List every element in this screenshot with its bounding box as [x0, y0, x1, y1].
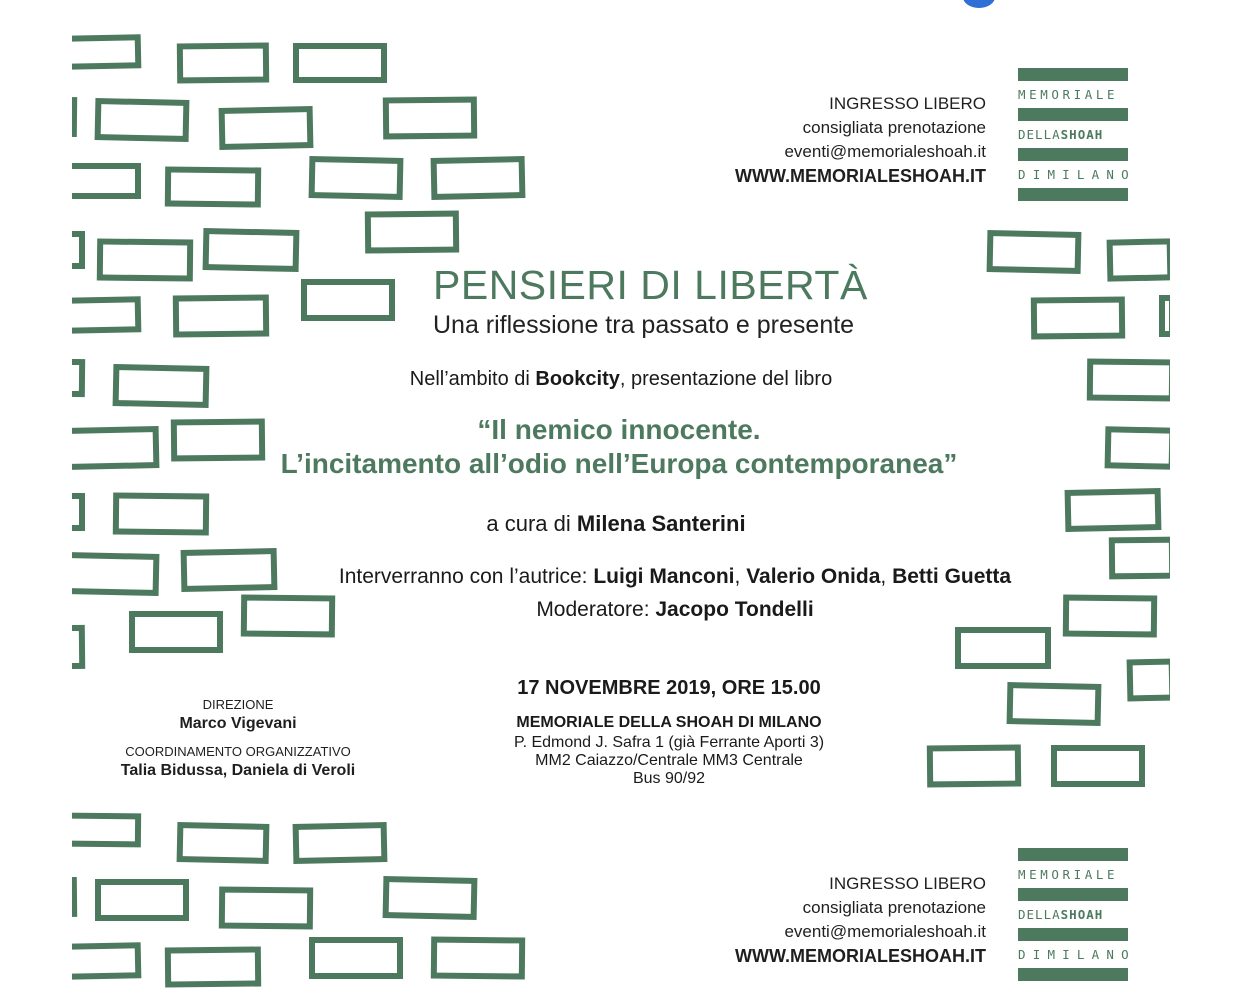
free-entry-label: INGRESSO LIBERO	[829, 94, 986, 113]
brick-shape	[296, 46, 384, 80]
logo-word-di-milano: DIMILANO	[1018, 947, 1136, 962]
header-contact	[735, 92, 986, 188]
brick-shape	[386, 100, 474, 137]
brick-shape	[168, 950, 258, 985]
coordination-names: Talia Bidussa, Daniela di Veroli	[120, 762, 356, 779]
logo-word-memoriale: MEMORIALE	[1018, 867, 1119, 882]
curator: a cura di Milena Santerini	[486, 511, 746, 536]
brick-shape	[68, 816, 138, 845]
brick-shape	[434, 940, 522, 977]
footer-contact	[735, 872, 986, 968]
website-link: WWW.MEMORIALESHOAH.IT	[735, 946, 986, 966]
logo-word-della-shoah: DELLASHOAH	[1018, 127, 1104, 142]
website-link: WWW.MEMORIALESHOAH.IT	[735, 166, 986, 186]
event-date: 17 NOVEMBRE 2019, ORE 15.00	[517, 677, 821, 699]
brick-shape	[176, 298, 266, 335]
coordination-label: COORDINAMENTO ORGANIZZATIVO	[125, 744, 351, 759]
brick-shape	[100, 242, 190, 279]
book-title: “Il nemico innocente. L’incitamento all’odio nell’Europa contemporanea”	[280, 414, 958, 479]
contact-email: eventi@memorialeshoah.it	[784, 142, 986, 161]
event-venue: MEMORIALE DELLA SHOAH DI MILANO	[516, 714, 822, 731]
logo-word-della-shoah: DELLASHOAH	[1018, 907, 1104, 922]
brick-shape	[180, 46, 266, 81]
venue-metro: MM2 Caiazzo/Centrale MM3 Centrale	[535, 752, 803, 769]
brick-shape	[386, 879, 475, 917]
brick-shape	[312, 940, 400, 976]
brick-shape	[304, 282, 392, 318]
memoriale-logo	[1018, 68, 1136, 201]
brick-shape	[168, 170, 258, 205]
brick-shape	[206, 231, 297, 269]
memoriale-logo-footer	[1018, 848, 1136, 981]
credits	[72, 697, 404, 780]
brick-shape	[312, 159, 401, 197]
brick-shape	[68, 945, 139, 976]
direction-label: DIREZIONE	[202, 697, 274, 712]
brick-shape	[68, 166, 138, 196]
brick-shape	[222, 109, 311, 147]
brick-shape	[98, 101, 187, 139]
logo-word-di-milano: DIMILANO	[1018, 167, 1136, 182]
event-title: PENSIERI DI LIBERTÀ	[433, 262, 868, 308]
contact-email: eventi@memorialeshoah.it	[784, 922, 986, 941]
brick-shape	[958, 630, 1048, 666]
edge-mask	[1170, 0, 1242, 994]
free-entry-label: INGRESSO LIBERO	[829, 874, 986, 893]
moderator: Moderatore: Jacopo Tondelli	[536, 598, 814, 621]
direction-name: Marco Vigevani	[179, 715, 297, 732]
brick-shape	[222, 890, 310, 927]
edge-mask	[0, 0, 72, 994]
speakers: Interverranno con l’autrice: Luigi Manconi, Valerio Onida, Betti Guetta	[338, 565, 1012, 588]
brick-shape	[368, 214, 456, 251]
venue-bus: Bus 90/92	[632, 770, 706, 787]
brick-shape	[296, 825, 385, 861]
booking-note: consigliata prenotazione	[802, 118, 986, 137]
brick-shape	[68, 299, 139, 330]
brick-shape	[434, 159, 523, 197]
brick-shape	[98, 882, 186, 918]
brick-shape	[1110, 241, 1171, 278]
event-subtitle: Una riflessione tra passato e presente	[433, 311, 855, 339]
brick-shape	[1034, 300, 1122, 337]
venue-address: P. Edmond J. Safra 1 (già Ferrante Aporti 3)	[513, 734, 825, 751]
brick-shape	[68, 37, 139, 66]
booking-note: consigliata prenotazione	[802, 898, 986, 917]
brick-shape	[990, 233, 1079, 271]
logo-word-memoriale: MEMORIALE	[1018, 87, 1119, 102]
brick-shape	[180, 825, 267, 861]
event-intro: Nell’ambito di Bookcity, presentazione del libro	[409, 368, 833, 390]
